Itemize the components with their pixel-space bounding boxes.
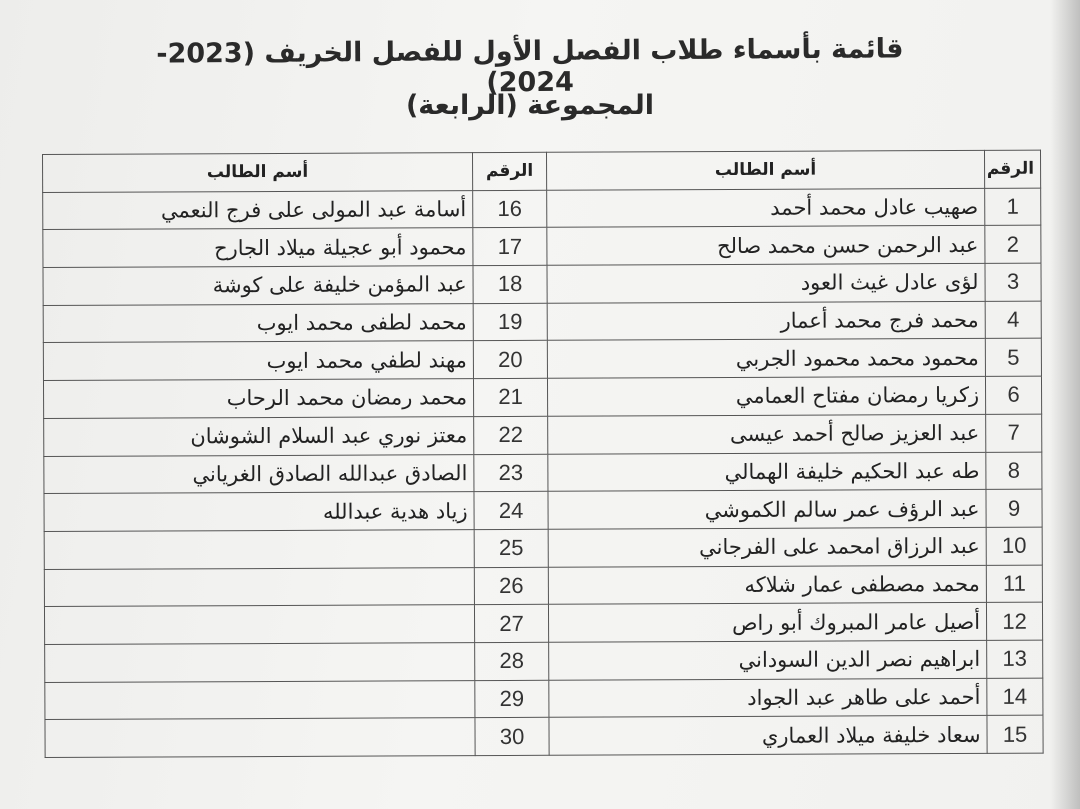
student-number: 25 (474, 529, 548, 567)
student-number: 10 (986, 527, 1042, 565)
table-row (44, 565, 1042, 607)
student-number: 8 (986, 452, 1042, 490)
student-name: عبد الرحمن حسن محمد صالح (547, 226, 985, 266)
student-name: محمود محمد محمود الجربي (547, 339, 985, 379)
table-row (45, 715, 1043, 757)
student-name: الصادق عبدالله الصادق الغرياني (44, 454, 474, 494)
student-number: 3 (985, 263, 1041, 301)
table-row (44, 527, 1042, 569)
table-header-row (43, 150, 1041, 192)
student-name (44, 605, 474, 645)
student-name: عبد العزيز صالح أحمد عيسى (548, 414, 986, 454)
table-row (44, 489, 1042, 531)
student-number: 14 (987, 678, 1043, 716)
student-number: 16 (473, 190, 547, 228)
student-number: 13 (987, 640, 1043, 678)
student-name: محمد لطفى محمد ايوب (43, 303, 473, 343)
student-name: أسامة عبد المولى على فرج النعمي (43, 190, 473, 230)
student-roster-table (42, 150, 1044, 758)
table-row (43, 339, 1041, 381)
table-row (43, 301, 1041, 343)
student-name: زكريا رمضان مفتاح العمامي (547, 377, 985, 417)
student-name (45, 643, 475, 683)
student-name: محمود أبو عجيلة ميلاد الجارح (43, 228, 473, 268)
student-number: 19 (473, 303, 547, 341)
student-number: 15 (987, 715, 1043, 753)
student-name (44, 567, 474, 607)
student-number: 22 (474, 416, 548, 454)
student-number: 23 (474, 454, 548, 492)
document-title: قائمة بأسماء طلاب الفصل الأول للفصل الخريف (2023-2024) (156, 33, 904, 99)
col-header-name-2: أسم الطالب (43, 153, 473, 193)
student-name: زياد هدية عبدالله (44, 492, 474, 532)
student-number: 5 (985, 339, 1041, 377)
student-number: 28 (475, 642, 549, 680)
col-header-name-1: أسم الطالب (546, 150, 984, 190)
table-row (45, 678, 1043, 720)
student-number: 2 (985, 226, 1041, 264)
student-number: 27 (474, 605, 548, 643)
student-name: محمد رمضان محمد الرحاب (43, 379, 473, 419)
student-name: عبد الرؤف عمر سالم الكموشي (548, 490, 986, 530)
student-number: 7 (986, 414, 1042, 452)
table-row (44, 452, 1042, 494)
student-number: 20 (473, 341, 547, 379)
student-name: صهيب عادل محمد أحمد (547, 188, 985, 228)
student-number: 11 (986, 565, 1042, 603)
group-subtitle: المجموعة (الرابعة) (405, 90, 655, 121)
student-number: 12 (986, 602, 1042, 640)
table-row (43, 263, 1041, 305)
col-header-number-1: الرقم (984, 150, 1040, 188)
student-number: 29 (475, 680, 549, 718)
photo-edge-shadow (1050, 0, 1080, 809)
student-number: 21 (473, 378, 547, 416)
student-name: محمد مصطفى عمار شلاكه (548, 565, 986, 605)
student-number: 6 (985, 376, 1041, 414)
student-name: طه عبد الحكيم خليفة الهمالي (548, 452, 986, 492)
col-header-number-2: الرقم (472, 152, 546, 190)
table-row (45, 640, 1043, 682)
student-name: معتز نوري عبد السلام الشوشان (44, 416, 474, 456)
student-name: أحمد على طاهر عبد الجواد (549, 678, 987, 718)
student-name: مهند لطفي محمد ايوب (43, 341, 473, 381)
student-number: 1 (985, 188, 1041, 226)
student-number: 26 (474, 567, 548, 605)
student-name: محمد فرج محمد أعمار (547, 301, 985, 341)
student-number: 24 (474, 491, 548, 529)
student-name (44, 529, 474, 569)
table-row (44, 602, 1042, 644)
student-name: ابراهيم نصر الدين السوداني (549, 640, 987, 680)
student-name: عبد الرزاق امحمد على الفرجاني (548, 527, 986, 567)
student-name: لؤى عادل غيث العود (547, 263, 985, 303)
student-number: 18 (473, 265, 547, 303)
student-number: 9 (986, 489, 1042, 527)
table-row (43, 376, 1041, 418)
student-number: 30 (475, 718, 549, 756)
student-name: عبد المؤمن خليفة على كوشة (43, 266, 473, 306)
table-row (44, 414, 1042, 456)
table-row (43, 226, 1041, 268)
student-name: أصيل عامر المبروك أبو راص (548, 603, 986, 643)
table-row (43, 188, 1041, 230)
student-name: سعاد خليفة ميلاد العماري (549, 716, 987, 756)
student-name (45, 718, 475, 758)
student-number: 17 (473, 228, 547, 266)
student-name (45, 680, 475, 720)
student-number: 4 (985, 301, 1041, 339)
